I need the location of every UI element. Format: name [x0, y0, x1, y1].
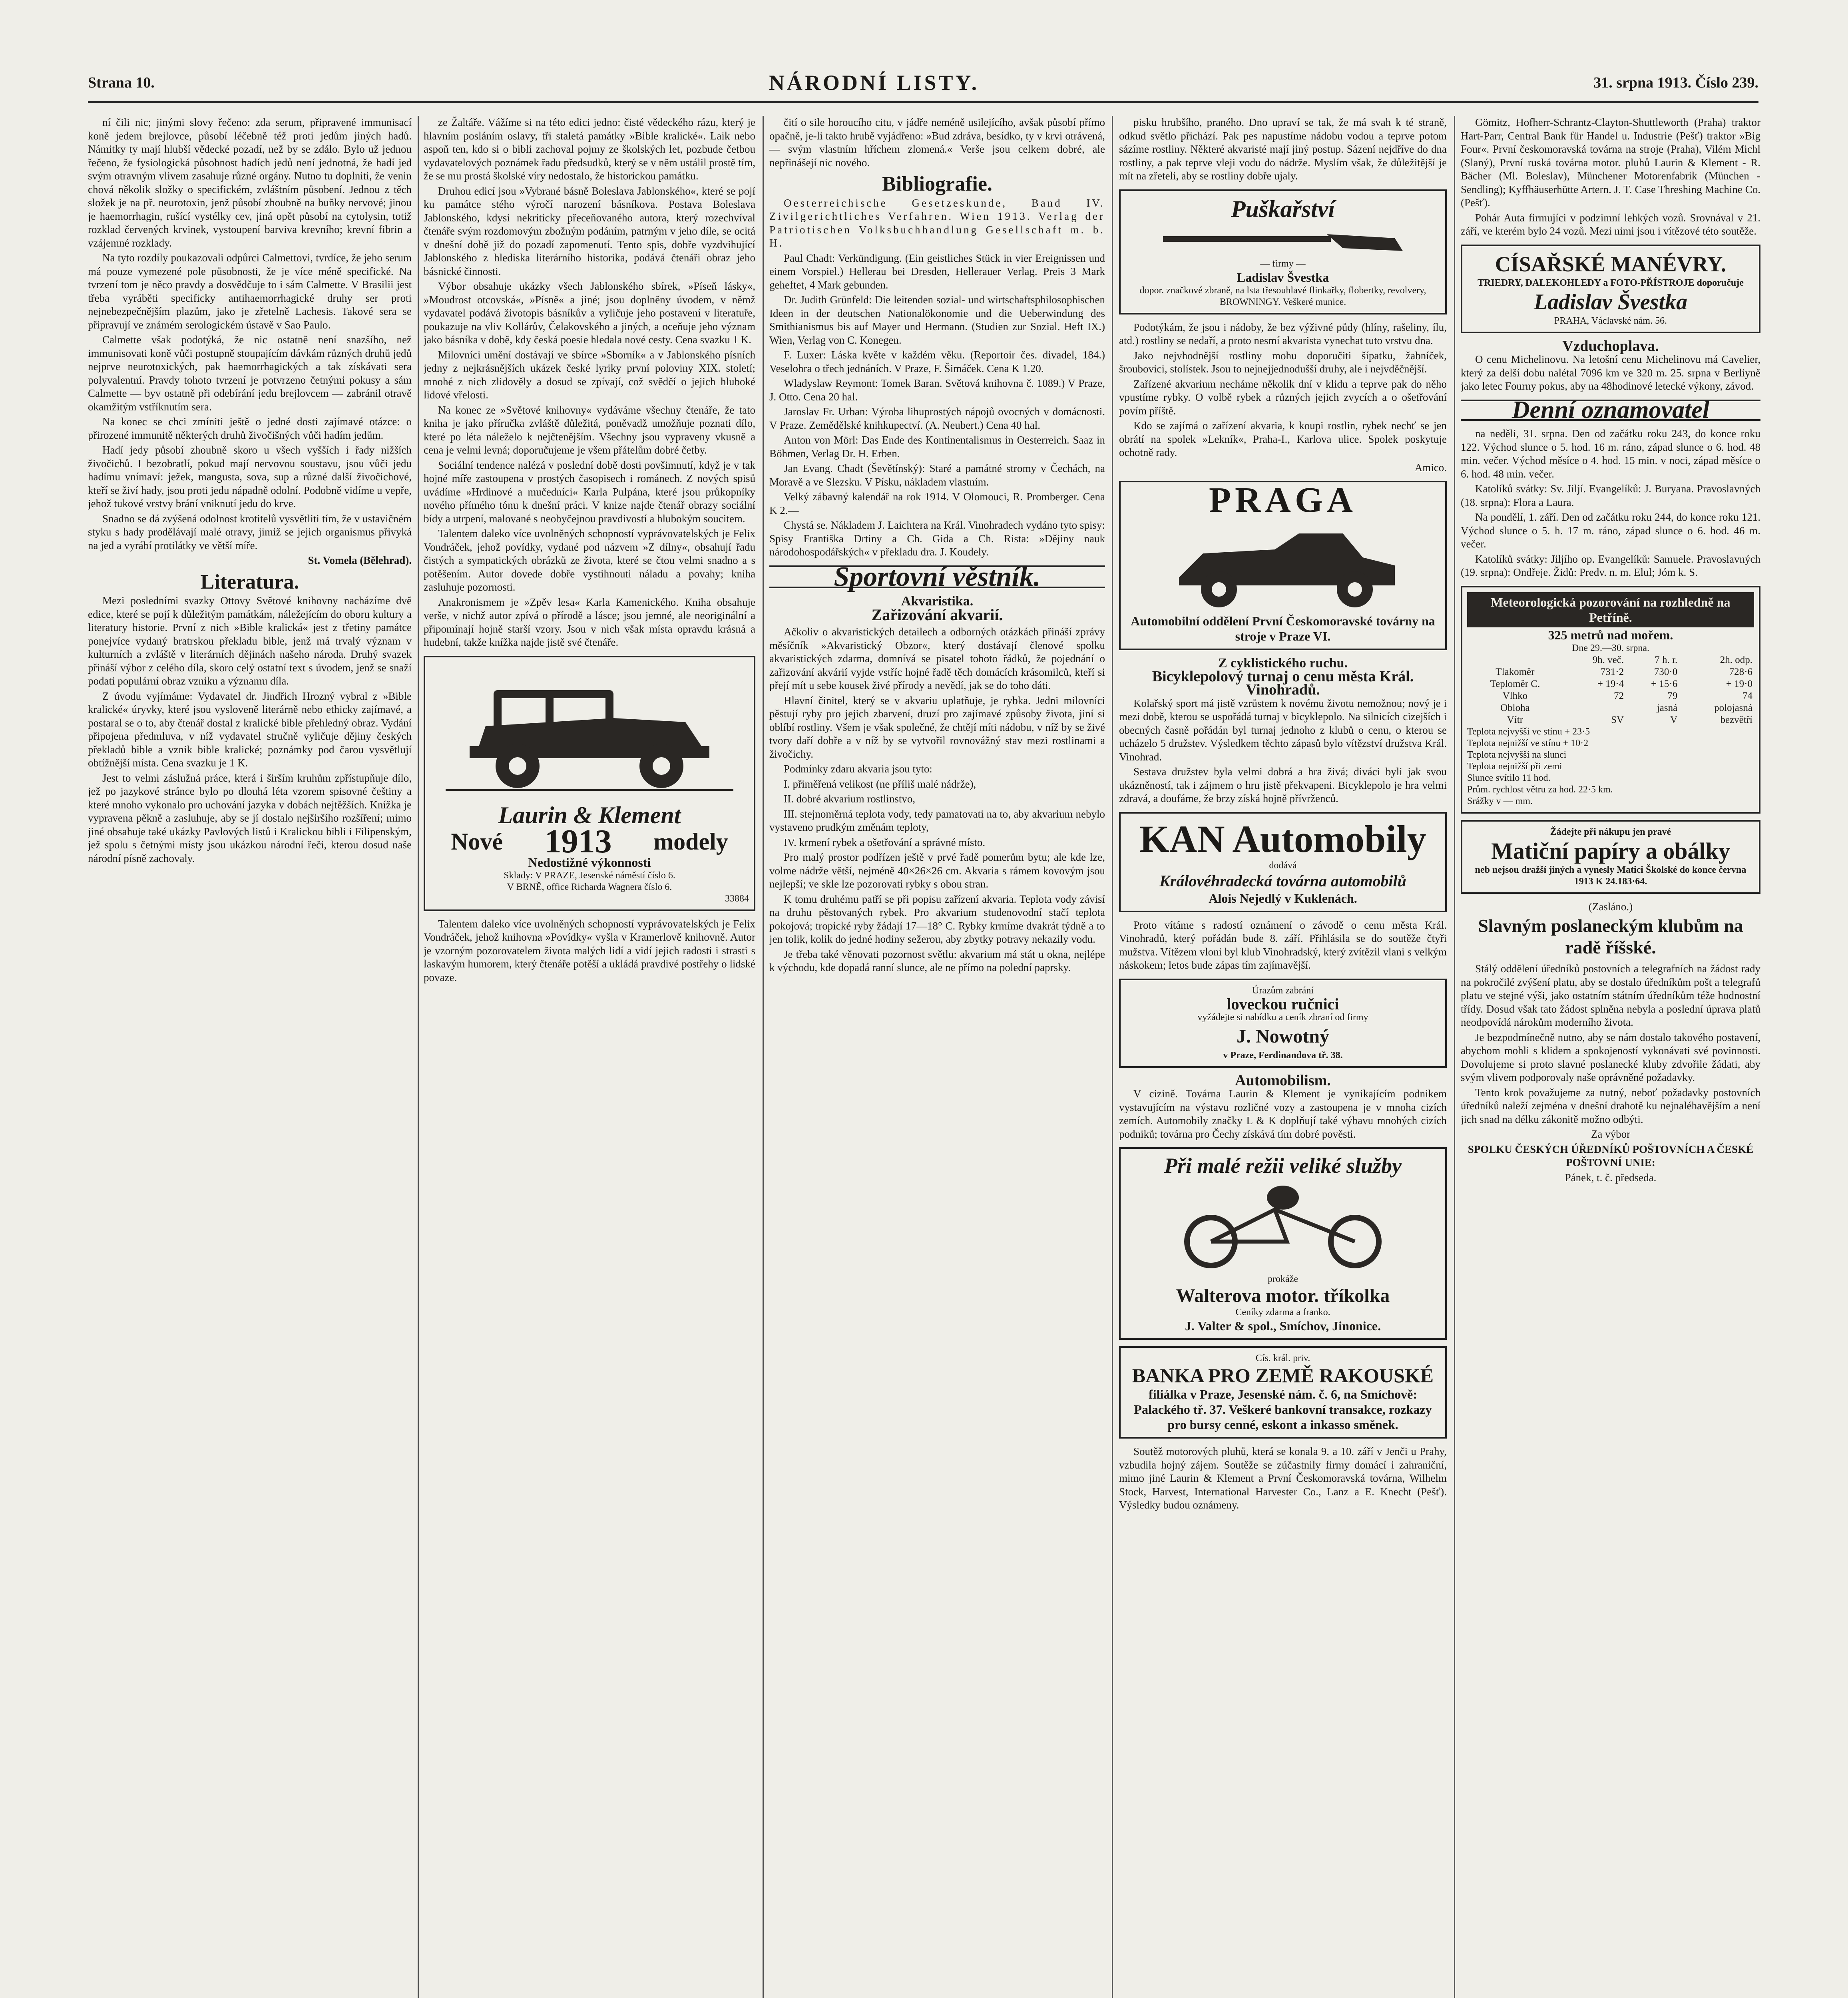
tricycle-illustration — [1155, 1182, 1411, 1270]
table-cell — [1563, 702, 1625, 714]
bibliography-entry: F. Luxer: Láska květe v každém věku. (Reportoir čes. divadel, 184.) Veselohra o třech jednáních. V Praze, F. Šimáček. Cena K 1.20. — [769, 349, 1105, 374]
article-paragraph: Druhou edicí jsou »Vybrané básně Boleslava Jablonského«, které se pojí ku památce stého výročí narození básníkova. Postava Boleslava Jablonského, kdysi nekriticky přeceňovaného autora, který rozechvíval čtenáře svým rozdomovým zbožným podáním, patrným v jeho díle, se ocitá v dnešní době již do pozadí zapomenutí. Tento spis, dobře vyzdvihující Jablonského z hlediska literárního historika, podává čtenáři obraz jeho básnické činnosti. — [424, 185, 755, 277]
article-paragraph: Talentem daleko více uvolněných schopností vyprávovatelských je Felix Vondráček, jehož knihovna »Povídky« vyšla v Kramerlově knihovně. Autor je vzorným pozorovatelem života malých lidí a vidí jejich radosti i strasti s laskavým humorem, který čtenáře potěší a ukládá pravdivé postřehy o lidské povaze. — [424, 917, 755, 983]
article-paragraph: Milovníci umění dostávají ve sbírce »Sborník« a v Jablonského písních jedny z nejkrásnějších ukázek české lyriky první poloviny XIX. století; mnohé z nich zlidověly a dosud se zpívají, což svědčí o jejich hluboké lidové vřelosti. — [424, 348, 755, 401]
bibliography-entry: Velký zábavný kalendář na rok 1914. V Olomouci, R. Promberger. Cena K 2.— — [769, 491, 1105, 516]
novotny-advert — [1119, 979, 1447, 1068]
row-label: Vlhko — [1502, 690, 1528, 701]
table-row — [1467, 702, 1754, 714]
article-signature: Amico. — [1414, 461, 1447, 474]
article-paragraph: čití o sile horoucího citu, v jádře neméně usilejícího, avšak působí přímo opačně, je-li takto hrubě vyjádřeno: »Bud zdráva, besídko, ty v krvi otrávená, — svým vlastním hříchem zlomená.« Verše jsou celkem dobré, ale nepřinášejí nic nového. — [769, 116, 1105, 169]
article-paragraph: Calmette však podotýká, že nic ostatně není snazšího, než immunisovati koně vůči postupně stoupajícím dávkám různých druhů jedů nejprve neurotoxických, pak haemorrhagických a tak získávati sera polyvalentní. Pravdy tohoto tvrzení je potvrzeno četnými pokusy a sám Calmette — byv ostatně při odebírání jedu brejlovcem — zabránil otravě okamžitým vstříknutím sera. — [88, 334, 412, 413]
article-signature: Za výbor — [1591, 1128, 1631, 1140]
subsection-heading: Z cyklistického ruchu. — [1218, 656, 1348, 671]
table-row — [1467, 666, 1754, 678]
meteorology-line: Prům. rychlost větru za hod. 22·5 km. — [1467, 784, 1613, 795]
meteorology-line: Teplota nejnižší ve stínu + 10·2 — [1467, 738, 1589, 748]
table-cell: + 19·0 — [1726, 678, 1752, 689]
article-paragraph: Kolařský sport má jistě vzrůstem k novému životu nemožnou; nový je i mezi době, kterou se uspořádá turnaj v bicyklepolo. Na silnicích cizejších i obecných časně pořádán byl turnaj jednoho z klubů o cenu, o kterou se ucházelo 5 družstev. Výsledkem těchto zápasů bylo vítězství družstva Král. Vinohrad. — [1119, 697, 1447, 763]
advert-title: loveckou ručnici — [1227, 995, 1339, 1013]
advert-title: Při malé režii veliké služby — [1164, 1154, 1402, 1178]
article-paragraph: Na konec se chci zmíniti ještě o jedné dosti zajímavé otázce: o přirozené immunitě některých druhů živočišných vůči hadím jedům. — [88, 416, 412, 441]
advert-name: Walterova motor. tříkolka — [1176, 1285, 1390, 1306]
advert-top: Žádejte při nákupu jen pravé — [1550, 826, 1671, 837]
page-number: Strana 10. — [88, 74, 155, 91]
advert-title: CÍSAŘSKÉ MANÉVRY. — [1495, 252, 1727, 276]
advert-text: neb nejsou dražší jiných a vynesly Matici Školské do konce června 1913 K 24.183·64. — [1475, 864, 1746, 887]
article-paragraph: Katolíků svátky: Jiljího op. Evangelíků: Samuele. Pravoslavných (19. srpna): Ondřeje. Židů: Predv. n. m. Elul; Jóm k. S. — [1461, 553, 1760, 578]
advert-top: Úrazům zabrání — [1252, 985, 1314, 996]
advert-code: 33884 — [725, 893, 749, 904]
subsection-heading: Automobilism. — [1235, 1072, 1331, 1089]
article-paragraph: na neděli, 31. srpna. Den od začátku roku 243, do konce roku 122. Východ slunce o 5. hod. 16 m. ráno, západ slunce o 6. hod. 48 min. večer. Východ měsíce o 4. hod. 15 min. v noci, západ měsíce o 6. hod. 48 min. večer. — [1461, 428, 1760, 480]
bibliography-entry: Wladyslaw Reymont: Tomek Baran. Světová knihovna č. 1089.) V Praze, J. Otto. Cena 20 hal. — [769, 377, 1105, 403]
table-cell: bezvětří — [1720, 714, 1752, 725]
advert-text: Ceníky zdarma a franko. — [1235, 1307, 1330, 1317]
article-paragraph: Tento krok považujeme za nutný, neboť požadavky postovních úředníků naleží zejména v dnešní drahotě ku nejnaléhavějším a není jich snad na délku zákonitě možno odbýti. — [1461, 1086, 1760, 1125]
table-cell: 728·6 — [1729, 666, 1752, 677]
column-divider — [763, 116, 764, 1998]
column-divider — [1112, 116, 1113, 1998]
section-heading-literatura: Literatura. — [200, 570, 299, 593]
advert-top: Cís. král. priv. — [1255, 1353, 1310, 1363]
advert-address: V BRNĚ, office Richarda Wagnera číslo 6. — [507, 882, 672, 892]
article-paragraph: Na pondělí, 1. září. Den od začátku roku 244, do konce roku 121. Východ slunce o 5. h. 17 m. ráno, západ slunce o 6. hod. 46 m. večer. — [1461, 511, 1760, 550]
article-paragraph: K tomu druhému patří se při popisu zařízení akvaria. Teplota vody závisí na druhu pěstovaných rybek. Pro akvarium studenovodní stačí teplota pokojová; tropické ryby žádají 17—18° C. Rybky krmíme dvakrát týdně a to jen tolik, kolik do jedné hodiny sežerou, aby zbytky potravy nekazily vodu. — [769, 893, 1105, 945]
article-paragraph: ní čili nic; jinými slovy řečeno: zda serum, připravené immunisací koně jedem brejlovce, působí léčebně též proti jedům jiných hadů. Námitky ty mají hlubší vědecké pozadí, než by se zdálo. Bylo už jednou řečeno, že fysiologická působnost hadích jedů není jednotná, že hadí jed svým otravným vlivem zasahuje různé orgány. Nutno tu doplniti, že venin chová několik složky o specifickém, zvláštním působení. Jednou z těch složek je na př. neurotoxin, jenž působí zhoubně na buňky nervové; jinou je haemorrhagin, rušící vystélky cev, jiná opět působí na cytolysin, totiž rozklad červených krvinek, vystoupení barviva krevního; krevní fibrin a vzájemné rozklady. — [88, 116, 412, 249]
article-paragraph: Výbor obsahuje ukázky všech Jablonského sbírek, »Píseň lásky«, »Moudrost otcovská«, »Písně« a jiné; jsou doplněny úvodem, v němž vydavatel podává životopis básníkův a vyličuje jeho postavení v literatuře, poukazuje na vliv Kollárův, Čelakovského a jiných, a oceňuje jeho význam jako básníka v době, kdy česká poesie hledala nové cesty. Cena svazku 1 K. — [424, 280, 755, 346]
column-5 — [1461, 116, 1760, 1998]
table-cell: 731·2 — [1600, 666, 1624, 677]
article-paragraph: I. přiměřená velikost (ne příliš malé nádrže), — [784, 778, 976, 790]
meteorology-line: Teplota nejvyšší na slunci — [1467, 749, 1567, 760]
article-paragraph: Ačkoliv o akvaristických detailech a odborných otázkách přináší zprávy měsíčník »Akvaristický Obzor«, který dostávají členové spolku akvaristických zdarma, domnívá se pisatel tohoto řádků, že pojednání o zařizování akvárií vyjde vstříc hojné řadě těch domácích krásomilců, kteří si přejí mít u sebe kousek živé přírody a nevědí, jak se do toho dáti. — [769, 626, 1105, 691]
article-paragraph: pisku hrubšího, praného. Dno upraví se tak, že má svah k té straně, odkud světlo přichází. Pak pes napustíme nádobu vodou a teprve potom sázíme rostliny. Některé akvaristé mají jiný postup. Sázení nejdříve do dna rostliny, a pak teprve vleji vodu do nádrže. Myslím však, že důležitější je mít na zřeteli, aby se rostliny dobře ujaly. — [1119, 116, 1447, 182]
bibliography-entry: Anton von Mörl: Das Ende des Kontinentalismus in Oesterreich. Saaz in Böhmen, Verlag Dr. H. Erben. — [769, 434, 1105, 460]
section-heading-denni: Denní oznamovatel — [1461, 400, 1760, 421]
article-paragraph: IV. krmení rybek a ošetřování a správné místo. — [784, 836, 986, 848]
article-paragraph: V cizině. Továrna Laurin & Klement je vynikajícím podnikem vystavujícím na výstavu rozličné vozy a zastoupena je v mnoha cizích zemích. Automobily značky L & K doplňují také výbavu mnohých cizích podniků; továrna pro Čechy získává tím dobré pověsti. — [1119, 1088, 1447, 1140]
advert-title: Matiční papíry a obálky — [1491, 838, 1730, 864]
section-heading-sport: Sportovní věstník. — [769, 565, 1105, 589]
advert-address: PRAHA, Václavské nám. 56. — [1554, 315, 1667, 326]
article-paragraph: Na konec ze »Světové knihovny« vydáváme všechny čtenáře, že tato kniha je jako příručka zvláště důležitá, poněvadž umožňuje poznati dílo, které po léta náleželo k nejčtenějším. Všechny jsou vypraveny vkusně a cena je velmi levná; doporučujeme je všem přátelům dobré četby. — [424, 404, 755, 456]
advert-text: TRIEDRY, DALEKOHLEDY a FOTO-PŘÍSTROJE doporučuje — [1478, 277, 1744, 288]
column-4 — [1119, 116, 1447, 1998]
article-paragraph: Pohár Auta firmujíci v podzimní lehkých vozů. Srovnával v 21. září, ve kterém bylo 24 vozů. Mezi nimi jsou i vítězové této soutěže. — [1461, 211, 1760, 237]
article-paragraph: ze Žaltáře. Vážíme si na této edici jedno: čisté vědeckého rázu, který je hlavním posláním oslavy, tři staletá památky »Bible kralické«. Laik nebo aspoň ten, kdo si o bibli zachoval pojmy ze školských let, pozbude četbou vydavatelových poznámek řadu předsudků, který se v něm ustálil prostě tím, že se mu prostá školské víry nedostalo, že historickou památku. — [424, 116, 755, 182]
bibliography-entry: Jan Evang. Chadt (Ševětínský): Staré a památné stromy v Čechách, na Moravě a ve Slezsku. V Písku, nákladem vlastním. — [769, 462, 1105, 488]
article-paragraph: Na tyto rozdíly poukazovali odpůrci Calmettovi, tvrdíce, že jeho serum má pouze vymezené pole působnosti, že je více méně specifické. Na tvrzení tom je něco pravdy a dosvědčuje to i sám Calmette. V Brasilii jest třeba vyráběti specificky antihaemorrhagické druhy ser proti nejnebezpečnějším plazům, jako je zřetelně Lachesis. Takové sera se připravují ve známém serologickém ústavě v Sao Paulo. — [88, 252, 412, 331]
article-title: Bicyklepolový turnaj o cenu města Král. Vinohradů. — [1152, 668, 1414, 698]
article-title: Zařizování akvarií. — [871, 605, 1003, 624]
article-paragraph: Sestava družstev byla velmi dobrá a hra živá; diváci byli jak svou ukázněností, tak i zájmem o hru jistě překvapeni. Bicyklepolo je hra velmi zdravá, a doufáme, že brzy získá hojně přívrženců. — [1119, 766, 1447, 804]
meteorology-date: Dne 29.—30. srpna. — [1572, 643, 1649, 653]
advert-slogan: Nedostižné výkonnosti — [528, 855, 651, 870]
advert-name: Alois Nejedlý v Kuklenách. — [1209, 891, 1357, 905]
table-cell: 74 — [1742, 690, 1752, 701]
article-paragraph: Stálý oddělení úředníků postovních a telegrafních na žádost rady na pokročilé zvýšení platu, aby se dostalo úředníkům pošt a telegrafů platu ve stejné výši, jako ostatním státním úředníkům téže hodnostní třídy. Dosud však tato žádost splněna nebyla a poslední úprava platů neodpovídá nárokům moderního života. — [1461, 963, 1760, 1028]
kan-automobily-advert — [1119, 812, 1447, 912]
article-signature: St. Vomela (Bělehrad). — [308, 554, 412, 566]
walter-advert — [1119, 1147, 1447, 1340]
article-paragraph: Hlavní činitel, který se v akvariu uplatňuje, je rybka. Jedni milovníci pěstují ryby pro jejich zbarvení, druzí pro zajímavé způsoby života, jiní si oblíbí rostliny. Všem je však společné, že chtějí míti nádobu, v níž by se živé tvory daří dobře a v níž by se vytvořil rovnovážný stav mezi rostlinami a živočichy. — [769, 694, 1105, 760]
article-paragraph: Je třeba také věnovati pozornost světlu: akvarium má stát u okna, nejlépe k východu, kde dopadá ranní slunce, ale ne přímo na polední paprsky. — [769, 948, 1105, 973]
masthead: NÁRODNÍ LISTY. — [769, 71, 980, 95]
article-paragraph: Sociální tendence nalézá v poslední době dosti povšimnutí, když je v tak hojné míře zastoupena v prostých časopisech i románech. Z nových spisů uvádíme »Hrdinové a mučedníci« Karla Pulpána, které jsou průkopníky nového přímého tónu k dnešní práci. V knize najde čtenář obrazy sociální bídy a utrpení, malované s neobyčejnou pravdivostí a hlubokým soucitem. — [424, 459, 755, 525]
article-signature: Pánek, t. č. předseda. — [1565, 1171, 1657, 1184]
advert-text: Automobilní oddělení První Českomoravské továrny na stroje v Praze VI. — [1131, 614, 1435, 643]
article-paragraph: II. dobré akvarium rostlinstvo, — [784, 793, 916, 805]
advert-address: Sklady: V PRAZE, Jesenské náměstí číslo 6. — [504, 870, 675, 881]
column-1 — [88, 116, 412, 1998]
table-header-row — [1467, 654, 1754, 666]
article-paragraph: O cenu Michelinovu. Na letošní cenu Michelinovu má Cavelier, který za delší dobu nalétal 7096 km ve 320 m. 25. srpna v Berliyně jako letec Fourny pokus, aby na 48hodinové letecké výkony, závod. — [1461, 353, 1760, 392]
advert-firm-label: — firmy — — [1260, 258, 1306, 269]
article-paragraph: Proto vítáme s radostí oznámení o závodě o cenu města Král. Vinohradů, který pořádán bude 8. září. Přihlásila se do soutěže čtyři mužstva. Vítězem vloni byl klub Vinohradský, který zvítězil vlani s velkým náskokem; letos bude zápas tím zajímavější. — [1119, 919, 1447, 971]
article-paragraph: Pro malý prostor podřízen ještě v prvé řadě pomerům bytu; ale kde lze, volme nádrže větší, nejméně 40×26×26 cm. Akvaria s rámem kovovým jsou nejlepší; ve skle lze pozorovati rybky s obou stran. — [769, 851, 1105, 890]
bibliography-entry: Dr. Judith Grünfeld: Die leitenden sozial- und wirtschaftsphilosophischen Ideen in der deutschen Nationalökonomie und die Ueberwindung des Smithianismus bis auf Mayer und Hermann. (Studien zur Sozial. Heft IX.) Wien, Verlag von C. Konegen. — [769, 294, 1105, 346]
table-cell: + 19·4 — [1597, 678, 1624, 689]
bibliography-entry: Jaroslav Fr. Urban: Výroba lihuprostých nápojů ovocných v domácnosti. V Praze. Zemědělské knihkupectví. (A. Neubert.) Cena 40 hal. — [769, 406, 1105, 431]
header-rule — [88, 101, 1758, 103]
column-header: 7 h. r. — [1655, 654, 1678, 665]
page-header — [88, 70, 1758, 96]
meteorology-line: Teplota nejvyšší ve stínu + 23·5 — [1467, 726, 1590, 737]
meteorology-line: Slunce svítilo 11 hod. — [1467, 772, 1551, 783]
row-label: Tlakoměr — [1496, 666, 1535, 677]
table-cell: 79 — [1667, 690, 1678, 701]
table-cell: 72 — [1614, 690, 1624, 701]
article-title: Slavným poslaneckým klubům na radě říšské. — [1478, 915, 1743, 957]
column-header: 2h. odp. — [1720, 654, 1752, 665]
advert-title: KAN Automobily — [1139, 817, 1426, 860]
meteorology-line: Teplota nejnižší při zemi — [1467, 761, 1562, 772]
advert-name: Ladislav Švestka — [1237, 270, 1329, 285]
bibliography-entry: Paul Chadt: Verkündigung. (Ein geistliches Stück in vier Ereignissen und einem Vorspiel.) Hellerau bei Dresden, Hellerauer Verlag. Preis 3 Mark geheftet, 4 Mark gebunden. — [769, 252, 1105, 291]
advert-sub: dodává — [1269, 860, 1297, 871]
table-cell: polojasná — [1714, 702, 1752, 713]
article-paragraph: Podmínky zdaru akvaria jsou tyto: — [784, 763, 932, 775]
meteorology-line: Srážky v — mm. — [1467, 796, 1533, 806]
article-paragraph: Gömitz, Hofherr-Schrantz-Clayton-Shuttleworth (Praha) traktor Hart-Parr, Central Bank für Handel u. Industrie (Pešť) traktor »Big Four«. První českomoravská továrna na stroje (Praha), Vilém Michl (Slaný), První ruská továrna motor. pluhů Laurin & Klement - R. Bächer (Ml. Boleslav), Münchener Motorenfabrik (München - Sendling); Kyffhäuserhütte Artern. J. T. Case Threshing Machine Co. (Pešť). — [1461, 116, 1760, 209]
advert-models-label: modely — [653, 828, 728, 855]
column-2 — [424, 116, 755, 1998]
praga-advert — [1119, 481, 1447, 650]
article-paragraph: Jest to velmi záslužná práce, která i širším kruhům zpřístupňuje dílo, jež po jazykové stránce bylo po dlouhá léta vzorem spisovné češtiny a které mnoho vykonalo pro uchování jazyka v dobách nejtěžších. Knížka je vypravena pěkně a zasluhuje, aby se jí dostalo nejširšího rozšíření; mimo jiné obsahuje také ukázky Pavlových listů i Kralickou bibli i Filipenským, jež spolu s četnými místy jsou ukázkou národní řeči, kterou dosud naše národní písně zachovaly. — [88, 772, 412, 864]
advert-address: v Praze, Ferdinandova tř. 38. — [1223, 1050, 1343, 1061]
table-cell: jasná — [1657, 702, 1678, 713]
row-label: Teploměr C. — [1490, 678, 1540, 689]
article-paragraph: Anakronismem je »Zpěv lesa« Karla Kamenického. Kniha obsahuje verše, v nichž autor zpívá o přírodě a lásce; jsou jemné, ale neoriginální a připomínají hojně starší vzory. Jsou v nich však místa opravdu krásná a hudební, takže knížka najde jistě své čtenáře. — [424, 596, 755, 648]
table-cell: V — [1670, 714, 1678, 725]
article-paragraph: Podotýkám, že jsou i nádoby, že bez výživné půdy (hlíny, rašeliny, ílu, atd.) rostliny se nedaří, a proto nesmí akvarista vynechat tuto vrstvu dna. — [1119, 321, 1447, 346]
article-paragraph: Jako nejvhodnější rostliny mohu doporučiti šípatku, žabníček, šroubovici, stolístek. Jsou to nejnejjednodušší druhy, ale i nejvděčnější. — [1119, 349, 1447, 375]
table-row — [1467, 690, 1754, 702]
car-illustration — [446, 666, 733, 798]
puskarstvi-advert — [1119, 189, 1447, 314]
cisarske-manevry-advert — [1461, 245, 1760, 333]
meteorology-subtitle: 325 metrů nad mořem. — [1548, 627, 1673, 642]
advert-firm: J. Valter & spol., Smíchov, Jinonice. — [1185, 1319, 1381, 1333]
subsection-heading: Vzduchoplava. — [1562, 337, 1659, 354]
notice-label: (Zasláno.) — [1588, 900, 1633, 913]
table-cell: 730·0 — [1654, 666, 1678, 677]
issue-date: 31. srpna 1913. Číslo 239. — [1593, 74, 1758, 91]
advert-name: Ladislav Švestka — [1533, 289, 1688, 314]
advert-sub: prokáže — [1268, 1274, 1298, 1284]
article-paragraph: Katolíků svátky: Sv. Jiljí. Evangelíků: J. Buryana. Pravoslavných (18. srpna): Flora a Laura. — [1461, 483, 1760, 508]
rifle-illustration — [1155, 226, 1411, 254]
laurin-klement-advert — [424, 656, 755, 911]
advert-title: Puškařství — [1231, 195, 1335, 222]
maticni-papiry-advert — [1461, 820, 1760, 894]
advert-text: vyžádejte si nabídku a ceník zbraní od firmy — [1197, 1012, 1368, 1023]
article-paragraph: Mezi posledními svazky Ottovy Světové knihovny nacházíme dvě edice, které se pojí k důležitým památkám, náležejícím do oboru kultury a literatury historie. První z nich »Bible kralická« jest z třetiny památce ponejvíce vydaný bratrskou překladu bible, jenž má trvalý význam v kulturních a zvláště v literárních dějinách našeho národa. Druhý svazek přináší výbor z celého díla, skoro celý ostatní text s úvodem, jenž se snaží podati populární obraz vzniku a významu díla. — [88, 595, 412, 687]
advert-name: J. Nowotný — [1236, 1025, 1329, 1047]
advert-title: BANKA PRO ZEMĚ RAKOUSKÉ — [1132, 1364, 1434, 1387]
article-paragraph: Je bezpodmínečně nutno, aby se nám dostalo takového postavení, abychom mohli s klidem a spokojeností vykonávati své povinnosti. Dovolujeme si proto slavné poslanecké kluby zdvořile žádati, aby svým vlivem podporovaly naše oprávněné požadavky. — [1461, 1031, 1760, 1083]
car-illustration — [1155, 517, 1411, 609]
advert-title: PRAGA — [1209, 480, 1357, 520]
meteorology-table — [1467, 654, 1754, 726]
article-paragraph: Soutěž motorových pluhů, která se konala 9. a 10. září v Jenči u Prahy, vzbudila hojný zájem. Soutěže se zúčastnily firmy domácí i zahraniční, mimo jiné Laurin & Klement a První Českomoravská továrna, Wilhelm Stock, Harvest, International Harvester Co., Lanz a E. Knecht (Pešť). Výsledky budou oznámeny. — [1119, 1445, 1447, 1511]
article-paragraph: Kdo se zajímá o zařízení akvaria, k koupi rostlin, rybek nechť se jen obrátí na spolek »Lekník«, Praha-I., Karlova ulice. Spolek poskytuje ochotně rady. — [1119, 420, 1447, 458]
article-paragraph: Hadí jedy působí zhoubně skoro u všech vyšších i řady nižších živočichů. I bezobratlí, pokud mají nervovou soustavu, jsou vůči jedu hadímu vnímaví: ježek, mangusta, sova, sup a různé další živočichové, kteří se živí hady, jsou proti jedu nápadně odolní. Podobně vidíme u vepře, jehož tukové vrstvy brání vniknutí jedu do krve. — [88, 444, 412, 509]
advert-brand: Laurin & Klement — [498, 802, 681, 828]
meteorology-title: Meteorologická pozorování na rozhledně na Petříně. — [1467, 592, 1754, 627]
column-divider — [418, 116, 419, 1998]
column-3 — [769, 116, 1105, 1998]
table-row — [1467, 714, 1754, 726]
advert-year: 1913 — [544, 822, 612, 860]
advert-new-label: Nové — [451, 828, 503, 855]
column-header: 9h. več. — [1592, 654, 1624, 665]
table-row — [1467, 678, 1754, 690]
meteorology-box — [1461, 586, 1760, 814]
advert-text: dopor. značkové zbraně, na lsta třesouhlavé flinkařky, flobertky, revolvery, BROWNINGY. Veškeré munice. — [1139, 285, 1426, 307]
article-paragraph: III. stejnoměrná teplota vody, tedy pamatovati na to, aby akvarium nebylo vystaveno prudkým změnám teploty, — [769, 808, 1105, 833]
section-heading-bibliografie: Bibliografie. — [882, 173, 992, 195]
article-paragraph: Talentem daleko více uvolněných schopností vyprávovatelských je Felix Vondráček, jehož povídky, vydané pod názvem »Z dílny«, obsahují řadu čistých a sympatických obrázků ze života, které se čtou velmi snadno a s potěšením. Autor dovede dobře vystihnouti náladu a povahy; kniha zasluhuje pozornosti. — [424, 527, 755, 593]
row-label: Obloha — [1500, 702, 1530, 713]
article-signature: SPOLKU ČESKÝCH ÚŘEDNÍKŮ POŠTOVNÍCH A ČESKÉ POŠTOVNÍ UNIE: — [1468, 1143, 1754, 1168]
advert-text: filiálka v Praze, Jesenské nám. č. 6, na Smíchově: Palackého tř. 37. Veškeré bankovní transakce, rozkazy pro bursy cenné, eskont a inkasso směnek. — [1134, 1387, 1432, 1432]
table-cell: + 15·6 — [1651, 678, 1678, 689]
subsection-heading: Akvaristika. — [901, 594, 974, 609]
article-paragraph: Snadno se dá zvýšená odolnost krotitelů vysvětliti tím, že v ustavičném styku s hady prodělávají malé otravy, jimiž se jejich organismus přivyká na jed a vyrábí protilátky ve větší míře. — [88, 512, 412, 551]
article-paragraph: Zařízené akvarium necháme několik dní v klidu a teprve pak do něho vpustíme rybky. O volbě rybek a různých jejich zvycích a o ošetřování povím příště. — [1119, 378, 1447, 417]
bibliography-entry: Oesterreichische Gesetzeskunde, Band IV. Zivilgerichtliches Verfahren. Wien 1913. Verlag der Patriotischen Volksbuchhandlung Gesellschaft m. b. H. — [769, 197, 1105, 249]
table-cell: SV — [1611, 714, 1624, 725]
article-paragraph: Z úvodu vyjímáme: Vydavatel dr. Jindřich Hrozný vybral z »Bible kralické« úryvky, které jsou vysloveně literárně nebo ethicky zajímavé, a postaral se o to, aby čtenář dostal z kralické bible přehledný obraz. Vydání připojena předmluva, v níž vydavatel stručně vyličuje dějiny českých překladů bible a vznik bible kralické; poznámky pod čarou vysvětlují obtížnější místa. Cena svazku je 1 K. — [88, 690, 412, 769]
bibliography-entry: Chystá se. Nákladem J. Laichtera na Král. Vinohradech vydáno tyto spisy: Spisy Františka Drtiny a Ch. Gida a Ch. Rista: »Dějiny nauk národohospodářských« v překladu dra. J. Koudely. — [769, 519, 1105, 558]
advert-line: Královéhradecká továrna automobilů — [1159, 872, 1406, 890]
banka-advert — [1119, 1346, 1447, 1439]
row-label: Vítr — [1507, 714, 1523, 725]
column-divider — [1454, 116, 1455, 1998]
